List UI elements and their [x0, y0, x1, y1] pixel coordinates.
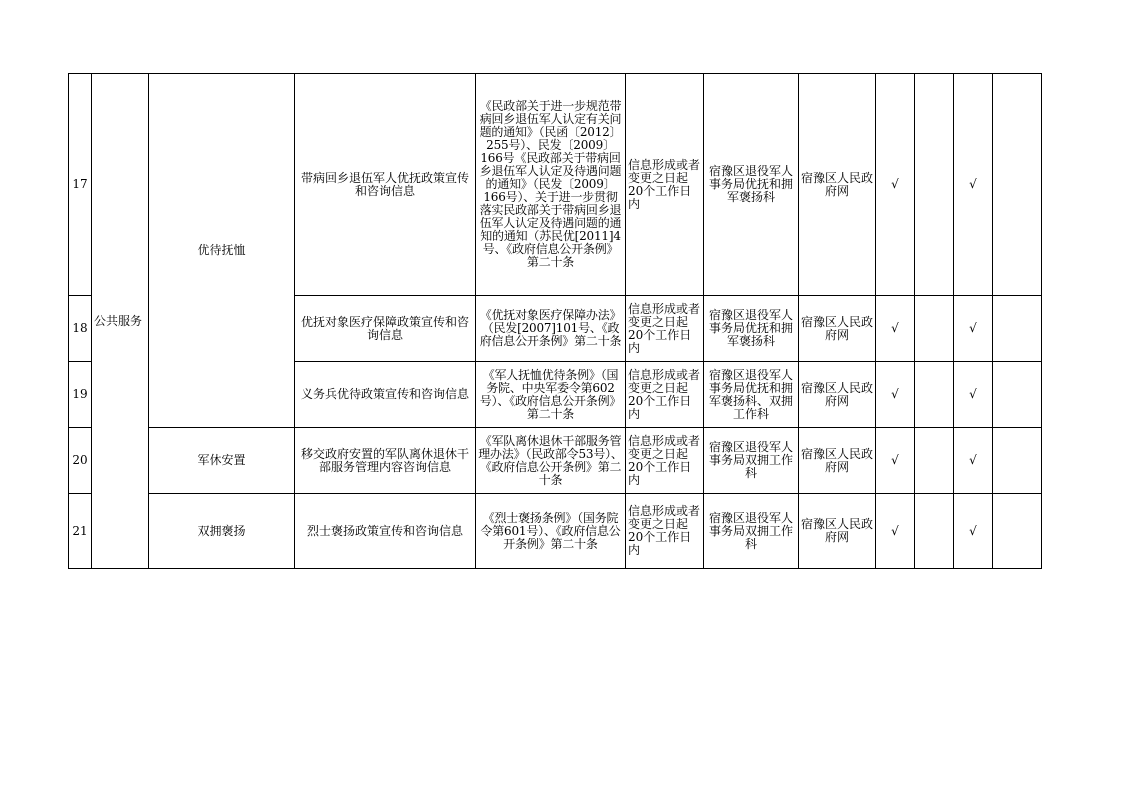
check-mark: √	[876, 362, 915, 428]
disclosure-table	[68, 73, 1042, 569]
item-cell: 优抚对象医疗保障政策宣传和咨询信息	[295, 296, 476, 362]
item-cell: 移交政府安置的军队离休退休干部服务管理内容咨询信息	[295, 428, 476, 494]
check-mark: √	[876, 494, 915, 569]
channel-cell: 宿豫区人民政府网	[799, 296, 876, 362]
empty-cell	[993, 296, 1042, 362]
time-limit-cell: 信息形成或者变更之日起20个工作日内	[626, 428, 704, 494]
subcategory-cell: 优待抚恤	[149, 74, 295, 428]
item-cell: 义务兵优待政策宣传和咨询信息	[295, 362, 476, 428]
basis-cell: 《民政部关于进一步规范带病回乡退伍军人认定有关问题的通知》（民函〔2012〕255号）、民发〔2009〕166号《民政部关于带病回乡退伍军人认定及待遇问题的通知》（民发〔2009〕166号）、关于进一步贯彻落实民政部关于带病回乡退伍军人认定及待遇问题的通知的通知（苏民优[2011]4号、《政府信息公开条例》第二十条	[476, 74, 626, 296]
basis-cell: 《军人抚恤优待条例》（国务院、中央军委令第602号）、《政府信息公开条例》第二十条	[476, 362, 626, 428]
check-mark: √	[954, 494, 993, 569]
check-mark: √	[876, 296, 915, 362]
check-mark: √	[954, 74, 993, 296]
time-limit-cell: 信息形成或者变更之日起20个工作日内	[626, 296, 704, 362]
time-limit-cell: 信息形成或者变更之日起20个工作日内	[626, 494, 704, 569]
subcategory-cell: 双拥褒扬	[149, 494, 295, 569]
department-cell: 宿豫区退役军人事务局优抚和拥军褒扬科	[704, 296, 799, 362]
department-cell: 宿豫区退役军人事务局双拥工作科	[704, 494, 799, 569]
row-number: 18	[69, 296, 92, 362]
row-number: 19	[69, 362, 92, 428]
row-number: 21	[69, 494, 92, 569]
category-cell: 公共服务	[92, 74, 149, 569]
department-cell: 宿豫区退役军人事务局优抚和拥军褒扬科	[704, 74, 799, 296]
table-row	[69, 494, 1042, 569]
department-cell: 宿豫区退役军人事务局双拥工作科	[704, 428, 799, 494]
channel-cell: 宿豫区人民政府网	[799, 428, 876, 494]
row-number: 17	[69, 74, 92, 296]
table-row	[69, 74, 1042, 296]
row-number: 20	[69, 428, 92, 494]
department-cell: 宿豫区退役军人事务局优抚和拥军褒扬科、双拥工作科	[704, 362, 799, 428]
empty-cell	[915, 494, 954, 569]
basis-cell: 《军队离休退休干部服务管理办法》（民政部令53号）、《政府信息公开条例》第二十条	[476, 428, 626, 494]
basis-cell: 《烈士褒扬条例》（国务院令第601号）、《政府信息公开条例》第二十条	[476, 494, 626, 569]
time-limit-cell: 信息形成或者变更之日起20个工作日内	[626, 362, 704, 428]
empty-cell	[915, 362, 954, 428]
empty-cell	[915, 296, 954, 362]
empty-cell	[915, 428, 954, 494]
item-cell: 烈士褒扬政策宣传和咨询信息	[295, 494, 476, 569]
empty-cell	[993, 494, 1042, 569]
check-mark: √	[954, 296, 993, 362]
time-limit-cell: 信息形成或者变更之日起20个工作日内	[626, 74, 704, 296]
channel-cell: 宿豫区人民政府网	[799, 362, 876, 428]
check-mark: √	[876, 428, 915, 494]
empty-cell	[915, 74, 954, 296]
empty-cell	[993, 428, 1042, 494]
table-row	[69, 428, 1042, 494]
empty-cell	[993, 362, 1042, 428]
check-mark: √	[876, 74, 915, 296]
channel-cell: 宿豫区人民政府网	[799, 494, 876, 569]
empty-cell	[993, 74, 1042, 296]
item-cell: 带病回乡退伍军人优抚政策宣传和咨询信息	[295, 74, 476, 296]
check-mark: √	[954, 362, 993, 428]
subcategory-cell: 军休安置	[149, 428, 295, 494]
check-mark: √	[954, 428, 993, 494]
channel-cell: 宿豫区人民政府网	[799, 74, 876, 296]
basis-cell: 《优抚对象医疗保障办法》（民发[2007]101号、《政府信息公开条例》第二十条	[476, 296, 626, 362]
